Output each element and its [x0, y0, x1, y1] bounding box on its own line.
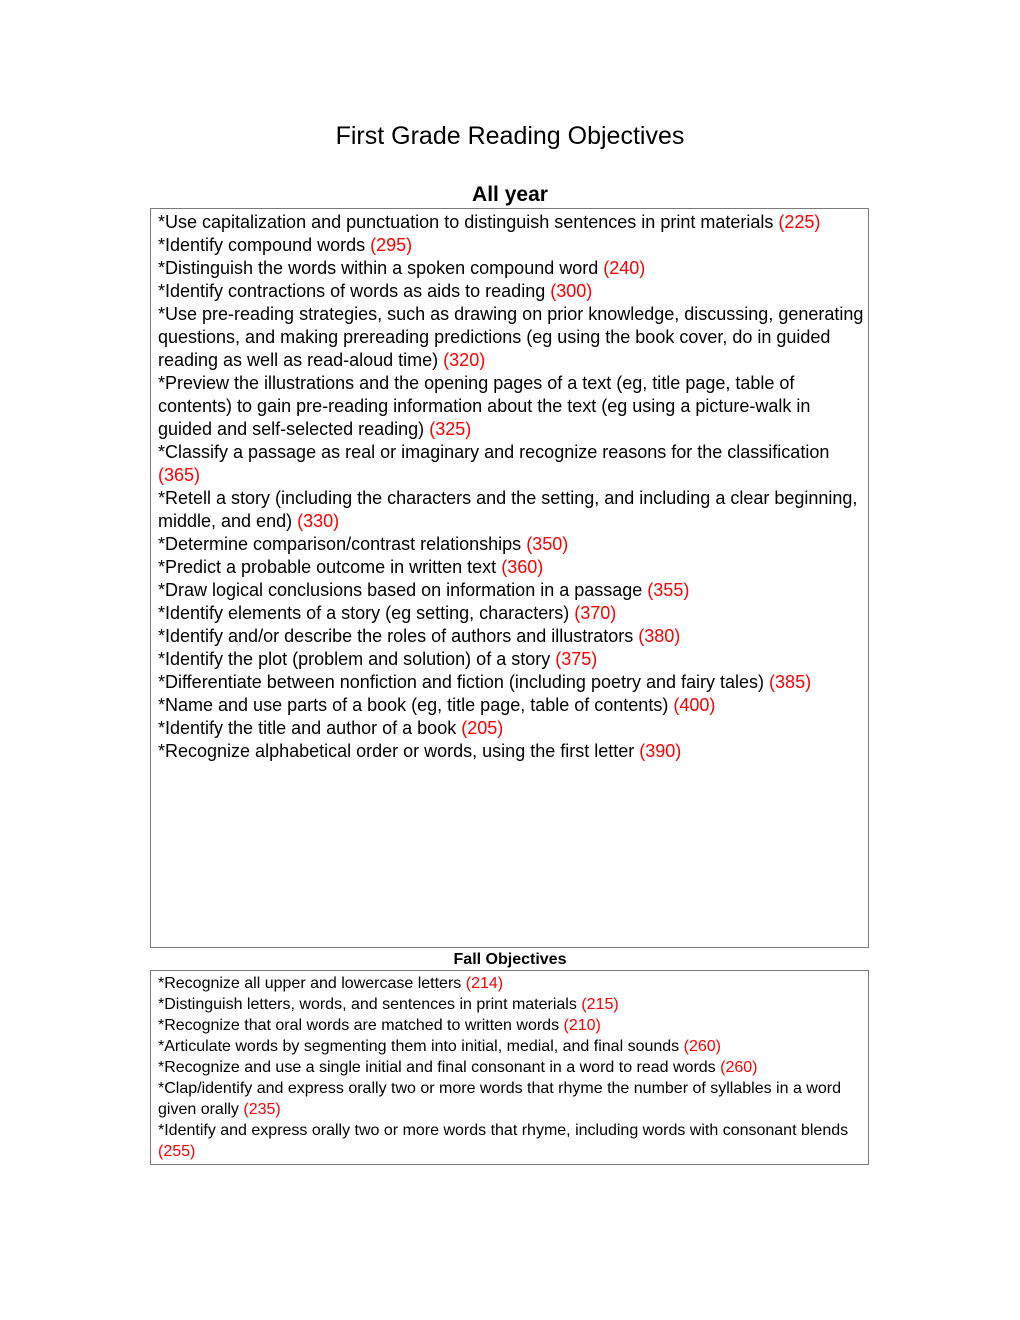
objective-text: *Identify elements of a story (eg setting, characters) — [158, 603, 570, 623]
objective-item — [158, 973, 864, 994]
objective-text: *Classify a passage as real or imaginary and recognize reasons for the classification — [158, 442, 830, 462]
objective-text: *Distinguish the words within a spoken compound word — [158, 258, 599, 278]
objective-text: *Recognize that oral words are matched to written words — [158, 1017, 560, 1034]
objective-item — [158, 280, 864, 303]
objective-code: (400) — [673, 695, 716, 715]
objective-text: *Retell a story (including the characters and the setting, and including a clear beginning, middle, and end) — [158, 488, 858, 531]
objective-item — [158, 441, 864, 487]
objective-item — [158, 717, 864, 740]
objective-item — [158, 533, 864, 556]
objective-code: (225) — [778, 212, 821, 232]
objective-item — [158, 740, 864, 763]
objective-code: (360) — [501, 557, 544, 577]
objective-code: (350) — [526, 534, 569, 554]
objective-item — [158, 1036, 864, 1057]
all-year-objectives-box — [150, 208, 869, 948]
objective-code: (375) — [555, 649, 598, 669]
objective-text: *Identify the plot (problem and solution) of a story — [158, 649, 551, 669]
objective-text: *Predict a probable outcome in written text — [158, 557, 497, 577]
objective-item — [158, 694, 864, 717]
objective-text: *Clap/identify and express orally two or more words that rhyme the number of syllables in a word given orally — [158, 1080, 841, 1118]
objective-code: (235) — [243, 1101, 281, 1118]
objective-item — [158, 303, 864, 372]
objective-text: *Recognize alphabetical order or words, using the first letter — [158, 741, 635, 761]
objective-item — [158, 487, 864, 533]
objective-code: (295) — [370, 235, 413, 255]
objective-code: (380) — [638, 626, 681, 646]
objective-text: *Name and use parts of a book (eg, title page, table of contents) — [158, 695, 669, 715]
objective-code: (355) — [647, 580, 690, 600]
objective-item — [158, 602, 864, 625]
fall-objectives-box — [150, 970, 869, 1165]
objective-code: (365) — [158, 465, 201, 485]
fall-objectives-list — [158, 973, 864, 1162]
all-year-objectives-list — [158, 211, 864, 763]
objective-item — [158, 1078, 864, 1120]
objective-text: *Preview the illustrations and the opening pages of a text (eg, title page, table of contents) to gain pre-reading information about the text (eg using a picture-walk in guided and self-selected reading) — [158, 373, 811, 439]
objective-text: *Identify and express orally two or more words that rhyme, including words with consonant blends — [158, 1122, 849, 1139]
objective-item — [158, 211, 864, 234]
objective-code: (260) — [720, 1059, 758, 1076]
objective-item — [158, 556, 864, 579]
objective-item — [158, 257, 864, 280]
objective-text: *Articulate words by segmenting them into initial, medial, and final sounds — [158, 1038, 680, 1055]
objective-code: (214) — [465, 975, 504, 992]
objective-text: *Draw logical conclusions based on information in a passage — [158, 580, 643, 600]
objective-text: *Use pre-reading strategies, such as drawing on prior knowledge, discussing, generating questions, and making prereading predictions (eg using the book cover, do in guided reading as well as read-aloud time) — [158, 304, 864, 370]
objective-text: *Identify contractions of words as aids to reading — [158, 281, 546, 301]
objective-text: *Identify compound words — [158, 235, 366, 255]
objective-text: *Distinguish letters, words, and sentences in print materials — [158, 996, 577, 1013]
objective-item — [158, 372, 864, 441]
objective-code: (205) — [461, 718, 504, 738]
objective-text: *Identify the title and author of a book — [158, 718, 457, 738]
page-title: First Grade Reading Objectives — [335, 122, 685, 150]
objective-code: (330) — [297, 511, 340, 531]
fall-objectives-heading: Fall Objectives — [453, 951, 567, 968]
objective-code: (215) — [581, 996, 619, 1013]
objective-item — [158, 648, 864, 671]
objective-code: (210) — [563, 1017, 601, 1034]
objective-item — [158, 1120, 864, 1162]
objective-code: (300) — [550, 281, 593, 301]
objective-item — [158, 579, 864, 602]
objective-item — [158, 234, 864, 257]
objective-code: (240) — [603, 258, 646, 278]
objective-item — [158, 1015, 864, 1036]
objective-item — [158, 671, 864, 694]
objective-code: (255) — [158, 1143, 196, 1160]
objective-code: (260) — [683, 1038, 721, 1055]
objective-code: (390) — [639, 741, 682, 761]
objective-code: (325) — [429, 419, 472, 439]
objective-code: (370) — [574, 603, 617, 623]
objective-text: *Recognize and use a single initial and final consonant in a word to read words — [158, 1059, 716, 1076]
objective-item — [158, 1057, 864, 1078]
objective-text: *Identify and/or describe the roles of authors and illustrators — [158, 626, 634, 646]
objective-code: (385) — [769, 672, 812, 692]
objective-code: (320) — [443, 350, 486, 370]
all-year-heading: All year — [472, 183, 548, 206]
objective-item — [158, 625, 864, 648]
objective-item — [158, 994, 864, 1015]
objective-text: *Determine comparison/contrast relationships — [158, 534, 522, 554]
objective-text: *Differentiate between nonfiction and fiction (including poetry and fairy tales) — [158, 672, 765, 692]
objective-text: *Recognize all upper and lowercase letters — [158, 975, 462, 992]
objective-text: *Use capitalization and punctuation to distinguish sentences in print materials — [158, 212, 774, 232]
